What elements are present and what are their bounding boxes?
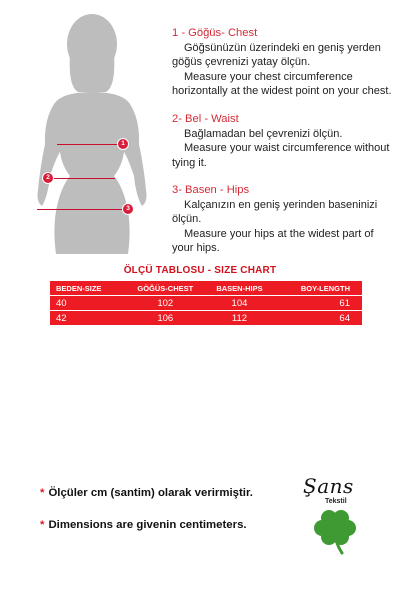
hips-text-en: Measure your hips at the widest part of your hips. (172, 227, 374, 254)
header-chest: GÖĞÜS-CHEST (125, 281, 206, 296)
note-english (40, 519, 247, 531)
cell-chest: 106 (157, 312, 174, 324)
note-star: * (40, 487, 45, 499)
cell-chest: 102 (125, 296, 206, 311)
hips-text-tr: Kalçanızın en geniş yerinden baseninizi ölçün. (172, 199, 378, 226)
chest-marker: 1 (118, 139, 128, 149)
cell-hips: 104 (206, 296, 273, 311)
cell-length: 64 (339, 312, 350, 324)
header-length: BOY-LENGTH (273, 281, 362, 296)
table-row (50, 296, 362, 311)
four-leaf-clover-icon (310, 506, 360, 556)
chest-title: 1 - Göğüs- Chest (172, 27, 258, 39)
header-size: BEDEN-SIZE (50, 281, 125, 296)
cell-hips: 112 (231, 312, 248, 324)
cell-size: 40 (50, 296, 125, 311)
table-header-row (50, 281, 362, 296)
chest-text-tr: Göğsünüzün üzerindeki en geniş yerden göğüs çevrenizi yatay ölçün. (172, 42, 381, 69)
hips-measure-line (37, 209, 125, 210)
chest-text-en: Measure your chest circumference horizontally at the widest point on your chest. (172, 70, 392, 97)
waist-text-tr: Bağlamadan bel çevrenizi ölçün. (184, 128, 343, 141)
note-turkish-text: Ölçüler cm (santim) olarak verirmiştir. (48, 487, 253, 499)
table-row (50, 311, 362, 326)
waist-instruction (172, 112, 394, 170)
brand-subtitle: Tekstil (325, 498, 347, 505)
chest-instruction (172, 26, 394, 98)
note-turkish (40, 487, 253, 499)
cell-length: 61 (273, 296, 362, 311)
size-chart-title: ÖLÇÜ TABLOSU - SIZE CHART (123, 265, 277, 276)
female-silhouette-icon (12, 8, 172, 254)
size-chart-table (50, 281, 362, 325)
note-english-text: Dimensions are givenin centimeters. (48, 519, 247, 531)
brand-logo (298, 474, 368, 554)
note-star: * (40, 519, 45, 531)
brand-name: Şans (303, 474, 354, 498)
hips-instruction (172, 183, 394, 255)
header-hips: BASEN-HIPS (206, 281, 273, 296)
hips-title: 3- Basen - Hips (172, 184, 250, 196)
waist-marker: 2 (43, 173, 53, 183)
waist-text-en: Measure your waist circumference without tying it. (172, 142, 390, 169)
chest-measure-line (57, 144, 120, 145)
cell-size: 42 (56, 312, 67, 324)
body-silhouette-figure (12, 8, 172, 254)
waist-title: 2- Bel - Waist (172, 113, 239, 125)
hips-marker: 3 (123, 204, 133, 214)
waist-measure-line (49, 178, 115, 179)
